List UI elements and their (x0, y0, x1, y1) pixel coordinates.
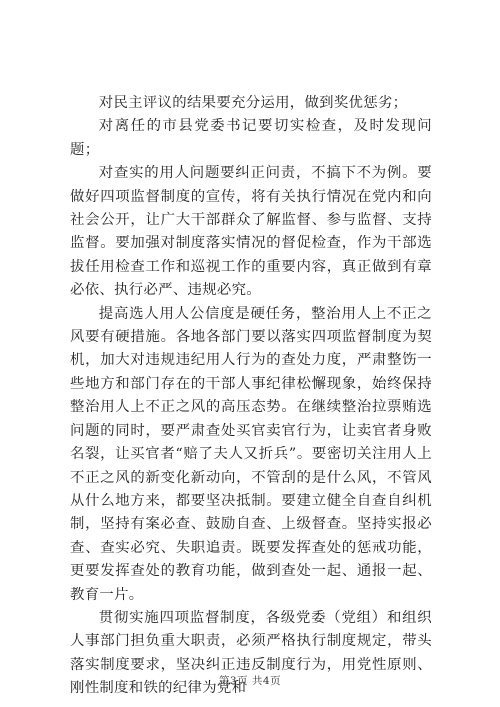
paragraph-4: 提高选人用人公信度是硬任务，整治用人上不正之风要有硬措施。各地各部门要以落实四项监督制度为契机，加大对违规违纪用人行为的查处力度，严肃整饬一些地方和部门存在的干部人事纪律松懈现象，始终保持整治用人上不正之风的高压态势。在继续整治拉票贿选问题的同时，要严肃查处买官卖官行为，让卖官者身败名裂，让买官者“赔了夫人又折兵”。要密切关注用人上不正之风的新变化新动向，不管刮的是什么风，不管风从什么地方来，都要坚决抵制。要建立健全自查自纠机制，坚持有案必查、鼓励自查、上级督查。坚持实报必查、查实必究、失职追责。既要发挥查处的惩戒功能，更要发挥查处的教育功能，做到查处一起、通报一起、教育一片。 (70, 305, 432, 603)
paragraph-5: 贯彻实施四项监督制度，各级党委（党组）和组织人事部门担负重大职责，必须严格执行制度规定，带头落实制度要求，坚决纠正违反制度行为，用党性原则、刚性制度和铁的纪律为党和 (70, 609, 432, 697)
paragraph-1: 对民主评议的结果要充分运用，做到奖优惩劣； (98, 95, 408, 111)
paragraph-3: 对查实的用人问题要纠正问责，不搞下不为例。要做好四项监督制度的宣传，将有关执行情况在党内和向社会公开，让广大干部群众了解监督、参与监督、支持监督。要加强对制度落实情况的督促检查，作为干部选拔任用检查工作和巡视工作的重要内容，真正做到有章必依、执行必严、违规必究。 (70, 165, 432, 299)
document-body (70, 92, 432, 701)
page-number-footer: 第3页 共4页 (218, 675, 282, 687)
paragraph-2: 对离任的市县党委书记要切实检查，及时发现问题； (70, 118, 432, 158)
